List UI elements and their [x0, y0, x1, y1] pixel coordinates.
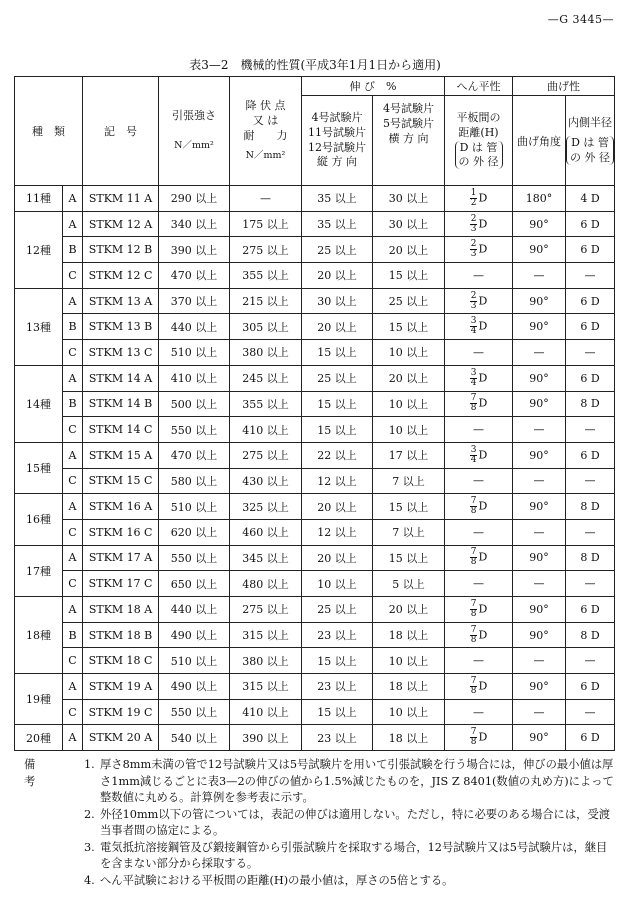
symbol-cell: STKM 15 C	[83, 468, 159, 494]
table-row	[15, 468, 615, 494]
inner-radius-cell: —	[566, 417, 615, 443]
inner-radius-cell: —	[566, 519, 615, 545]
tensile-cell: 440 以上	[159, 314, 230, 340]
inner-radius-cell: 6 D	[566, 237, 615, 263]
symbol-cell: STKM 13 B	[83, 314, 159, 340]
tensile-cell: 510 以上	[159, 340, 230, 366]
inner-radius-cell: —	[566, 648, 615, 674]
remark-number: 2.	[84, 807, 95, 821]
yield-cell: 305 以上	[230, 314, 302, 340]
flattening-cell: —	[445, 263, 513, 289]
grade-cell: A	[63, 494, 83, 520]
elongation-long-cell: 20 以上	[302, 314, 373, 340]
bend-angle-cell: 90°	[513, 545, 566, 571]
yield-cell: 460 以上	[230, 519, 302, 545]
elongation-long-cell: 25 以上	[302, 597, 373, 623]
remarks-list	[24, 757, 614, 889]
remark-number: 4.	[84, 873, 95, 887]
grade-cell: C	[63, 648, 83, 674]
flattening-cell: $\frac{7}{8}$ D	[445, 674, 513, 700]
header-symbol: 記 号	[83, 77, 159, 186]
elongation-trans-cell: 30 以上	[373, 186, 445, 212]
remark-text: 電気抵抗溶接鋼管及び鍛接鋼管から引張試験片を採取する場合，12号試験片又は5号試験片は，継目を含まない部分から採取する。	[100, 840, 608, 870]
symbol-cell: STKM 12 C	[83, 263, 159, 289]
kind-cell: 15種	[15, 442, 63, 493]
bend-angle-cell: 90°	[513, 211, 566, 237]
elongation-long-cell: 15 以上	[302, 417, 373, 443]
fraction: $\frac{3}{4}$	[470, 316, 477, 337]
page-number: —G 3445—	[547, 13, 614, 26]
flattening-cell: $\frac{3}{4}$ D	[445, 314, 513, 340]
elongation-trans-cell: 7 以上	[373, 468, 445, 494]
header-elongation-transverse: 4号試験片 5号試験片 横 方 向	[373, 96, 445, 186]
symbol-cell: STKM 18 C	[83, 648, 159, 674]
remark-number: 3.	[84, 840, 95, 854]
yield-cell: 315 以上	[230, 674, 302, 700]
symbol-cell: STKM 18 A	[83, 597, 159, 623]
bend-angle-cell: —	[513, 519, 566, 545]
header-bend-angle: 曲げ角度	[513, 96, 566, 186]
kind-cell: 12種	[15, 211, 63, 288]
flattening-cell: $\frac{2}{3}$ D	[445, 237, 513, 263]
table-row	[15, 597, 615, 623]
symbol-cell: STKM 14 B	[83, 391, 159, 417]
elongation-trans-cell: 20 以上	[373, 365, 445, 391]
elongation-trans-cell: 17 以上	[373, 442, 445, 468]
inner-radius-cell: 6 D	[566, 442, 615, 468]
kind-cell: 19種	[15, 674, 63, 725]
elongation-long-cell: 23 以上	[302, 725, 373, 751]
symbol-cell: STKM 19 C	[83, 699, 159, 725]
inner-radius-cell: —	[566, 340, 615, 366]
grade-cell: C	[63, 468, 83, 494]
grade-cell: A	[63, 211, 83, 237]
elongation-trans-cell: 18 以上	[373, 622, 445, 648]
inner-radius-cell: 8 D	[566, 545, 615, 571]
grade-cell: B	[63, 622, 83, 648]
symbol-cell: STKM 14 A	[83, 365, 159, 391]
grade-cell: A	[63, 442, 83, 468]
flattening-cell: $\frac{2}{3}$ D	[445, 288, 513, 314]
outer-diameter-note: D は 管 の 外 径	[455, 141, 503, 170]
yield-cell: 325 以上	[230, 494, 302, 520]
kind-cell: 13種	[15, 288, 63, 365]
bend-angle-cell: 90°	[513, 288, 566, 314]
header-kind: 種 類	[15, 77, 83, 186]
kind-cell: 18種	[15, 597, 63, 674]
flattening-cell: —	[445, 699, 513, 725]
elongation-long-cell: 23 以上	[302, 622, 373, 648]
bend-angle-cell: 180°	[513, 186, 566, 212]
symbol-cell: STKM 18 B	[83, 622, 159, 648]
yield-cell: 275 以上	[230, 237, 302, 263]
elongation-long-cell: 30 以上	[302, 288, 373, 314]
elongation-long-cell: 15 以上	[302, 648, 373, 674]
symbol-cell: STKM 11 A	[83, 186, 159, 212]
remark-item	[84, 840, 614, 873]
kind-cell: 17種	[15, 545, 63, 596]
kind-cell: 14種	[15, 365, 63, 442]
yield-cell: 175 以上	[230, 211, 302, 237]
table-row	[15, 340, 615, 366]
fraction: $\frac{2}{3}$	[470, 239, 477, 260]
tensile-cell: 550 以上	[159, 417, 230, 443]
inner-radius-cell: —	[566, 263, 615, 289]
header-flattening: へん平性	[445, 77, 513, 96]
table-row	[15, 237, 615, 263]
yield-cell: 245 以上	[230, 365, 302, 391]
grade-cell: A	[63, 674, 83, 700]
yield-cell: 430 以上	[230, 468, 302, 494]
inner-radius-cell: 6 D	[566, 365, 615, 391]
yield-cell: 410 以上	[230, 417, 302, 443]
fraction: $\frac{2}{3}$	[470, 213, 477, 234]
flattening-cell: $\frac{3}{4}$ D	[445, 442, 513, 468]
table-row	[15, 442, 615, 468]
elongation-long-cell: 15 以上	[302, 340, 373, 366]
fraction: $\frac{3}{4}$	[470, 367, 477, 388]
elongation-trans-cell: 20 以上	[373, 597, 445, 623]
fraction: $\frac{2}{3}$	[470, 290, 477, 311]
grade-cell: A	[63, 186, 83, 212]
remarks-label: 備 考	[24, 758, 44, 788]
bend-angle-cell: 90°	[513, 314, 566, 340]
symbol-cell: STKM 13 A	[83, 288, 159, 314]
tensile-cell: 290 以上	[159, 186, 230, 212]
grade-cell: B	[63, 314, 83, 340]
inner-radius-cell: 8 D	[566, 622, 615, 648]
flattening-cell: $\frac{3}{4}$ D	[445, 365, 513, 391]
tensile-cell: 500 以上	[159, 391, 230, 417]
header-yield: 降 伏 点 又 は 耐 力 N／mm²	[230, 77, 302, 186]
symbol-cell: STKM 16 A	[83, 494, 159, 520]
yield-cell: —	[230, 186, 302, 212]
inner-radius-cell: 6 D	[566, 674, 615, 700]
yield-cell: 480 以上	[230, 571, 302, 597]
bend-angle-cell: —	[513, 263, 566, 289]
elongation-trans-cell: 10 以上	[373, 417, 445, 443]
fraction: $\frac{7}{8}$	[470, 727, 477, 748]
elongation-trans-cell: 25 以上	[373, 288, 445, 314]
tensile-cell: 490 以上	[159, 674, 230, 700]
bend-angle-cell: 90°	[513, 494, 566, 520]
tensile-cell: 470 以上	[159, 263, 230, 289]
tensile-cell: 620 以上	[159, 519, 230, 545]
elongation-trans-cell: 7 以上	[373, 519, 445, 545]
flattening-cell: —	[445, 648, 513, 674]
inner-radius-cell: 6 D	[566, 597, 615, 623]
inner-radius-cell: 6 D	[566, 211, 615, 237]
symbol-cell: STKM 19 A	[83, 674, 159, 700]
bend-angle-cell: —	[513, 468, 566, 494]
flattening-cell: —	[445, 468, 513, 494]
bend-angle-cell: —	[513, 571, 566, 597]
elongation-long-cell: 20 以上	[302, 263, 373, 289]
yield-cell: 380 以上	[230, 340, 302, 366]
tensile-cell: 470 以上	[159, 442, 230, 468]
elongation-trans-cell: 10 以上	[373, 699, 445, 725]
tensile-cell: 540 以上	[159, 725, 230, 751]
yield-cell: 315 以上	[230, 622, 302, 648]
inner-radius-cell: 4 D	[566, 186, 615, 212]
table-row	[15, 263, 615, 289]
inner-radius-cell: 8 D	[566, 391, 615, 417]
tensile-cell: 340 以上	[159, 211, 230, 237]
grade-cell: A	[63, 597, 83, 623]
tensile-cell: 370 以上	[159, 288, 230, 314]
flattening-cell: —	[445, 571, 513, 597]
flattening-cell: $\frac{7}{8}$ D	[445, 622, 513, 648]
table-row	[15, 519, 615, 545]
inner-radius-cell: —	[566, 571, 615, 597]
yield-cell: 345 以上	[230, 545, 302, 571]
flattening-cell: $\frac{7}{8}$ D	[445, 494, 513, 520]
elongation-trans-cell: 18 以上	[373, 674, 445, 700]
elongation-long-cell: 15 以上	[302, 699, 373, 725]
bend-angle-cell: 90°	[513, 725, 566, 751]
tensile-cell: 440 以上	[159, 597, 230, 623]
elongation-long-cell: 10 以上	[302, 571, 373, 597]
yield-cell: 215 以上	[230, 288, 302, 314]
tensile-cell: 650 以上	[159, 571, 230, 597]
grade-cell: A	[63, 365, 83, 391]
yield-cell: 410 以上	[230, 699, 302, 725]
grade-cell: C	[63, 699, 83, 725]
symbol-cell: STKM 15 A	[83, 442, 159, 468]
flattening-cell: $\frac{7}{8}$ D	[445, 725, 513, 751]
kind-cell: 20種	[15, 725, 63, 751]
flattening-cell: $\frac{7}{8}$ D	[445, 391, 513, 417]
fraction: $\frac{7}{8}$	[470, 675, 477, 696]
tensile-cell: 550 以上	[159, 545, 230, 571]
flattening-cell: —	[445, 340, 513, 366]
elongation-long-cell: 12 以上	[302, 468, 373, 494]
tensile-cell: 510 以上	[159, 648, 230, 674]
symbol-cell: STKM 14 C	[83, 417, 159, 443]
remark-text: 外径10mm以下の管については，表記の伸びは適用しない。ただし，特に必要のある場合には，受渡当事者間の協定による。	[100, 807, 611, 837]
elongation-long-cell: 20 以上	[302, 545, 373, 571]
flattening-cell: $\frac{1}{2}$ D	[445, 186, 513, 212]
mechanical-properties-table	[14, 76, 615, 751]
table-row	[15, 288, 615, 314]
elongation-trans-cell: 10 以上	[373, 391, 445, 417]
tensile-cell: 550 以上	[159, 699, 230, 725]
grade-cell: C	[63, 519, 83, 545]
inner-radius-cell: 6 D	[566, 288, 615, 314]
grade-cell: A	[63, 545, 83, 571]
tensile-cell: 490 以上	[159, 622, 230, 648]
remark-text: 厚さ8mm未満の管で12号試験片又は5号試験片を用いて引張試験を行う場合には，伸びの最小値は厚さ1mm減じるごとに表3—2の伸びの値から1.5%減じたものを，JIS Z 8401(数値の丸め方)によって整数値に丸める。計算例を参考表に示す。	[100, 758, 614, 804]
yield-cell: 355 以上	[230, 263, 302, 289]
elongation-trans-cell: 15 以上	[373, 263, 445, 289]
kind-cell: 11種	[15, 186, 63, 212]
elongation-long-cell: 23 以上	[302, 674, 373, 700]
inner-radius-cell: —	[566, 699, 615, 725]
table-row	[15, 571, 615, 597]
remark-item	[84, 807, 614, 840]
elongation-long-cell: 25 以上	[302, 237, 373, 263]
grade-cell: C	[63, 263, 83, 289]
bend-angle-cell: —	[513, 340, 566, 366]
elongation-trans-cell: 30 以上	[373, 211, 445, 237]
header-inner-radius: 内側半径 D は 管 の 外 径	[566, 96, 615, 186]
yield-cell: 275 以上	[230, 597, 302, 623]
bend-angle-cell: 90°	[513, 597, 566, 623]
elongation-trans-cell: 20 以上	[373, 237, 445, 263]
bend-angle-cell: 90°	[513, 442, 566, 468]
remarks	[24, 757, 614, 889]
tensile-cell: 410 以上	[159, 365, 230, 391]
flattening-cell: $\frac{7}{8}$ D	[445, 545, 513, 571]
yield-cell: 380 以上	[230, 648, 302, 674]
outer-diameter-note: D は 管 の 外 径	[566, 136, 614, 165]
elongation-long-cell: 20 以上	[302, 494, 373, 520]
flattening-cell: $\frac{7}{8}$ D	[445, 597, 513, 623]
symbol-cell: STKM 20 A	[83, 725, 159, 751]
flattening-cell: —	[445, 519, 513, 545]
table-row	[15, 622, 615, 648]
inner-radius-cell: 8 D	[566, 494, 615, 520]
inner-radius-cell: 6 D	[566, 725, 615, 751]
symbol-cell: STKM 17 A	[83, 545, 159, 571]
tensile-cell: 510 以上	[159, 494, 230, 520]
bend-angle-cell: 90°	[513, 674, 566, 700]
table-row	[15, 545, 615, 571]
elongation-long-cell: 12 以上	[302, 519, 373, 545]
elongation-long-cell: 35 以上	[302, 211, 373, 237]
table-row	[15, 417, 615, 443]
grade-cell: C	[63, 417, 83, 443]
yield-cell: 275 以上	[230, 442, 302, 468]
fraction: $\frac{7}{8}$	[470, 496, 477, 517]
table-body	[15, 186, 615, 751]
table-row	[15, 211, 615, 237]
table-row	[15, 314, 615, 340]
header-elongation-longitudinal: 4号試験片 11号試験片 12号試験片 縦 方 向	[302, 96, 373, 186]
symbol-cell: STKM 16 C	[83, 519, 159, 545]
bend-angle-cell: —	[513, 648, 566, 674]
inner-radius-cell: —	[566, 468, 615, 494]
symbol-cell: STKM 13 C	[83, 340, 159, 366]
table-row	[15, 725, 615, 751]
fraction: $\frac{7}{8}$	[470, 624, 477, 645]
kind-cell: 16種	[15, 494, 63, 545]
elongation-trans-cell: 15 以上	[373, 314, 445, 340]
elongation-long-cell: 35 以上	[302, 186, 373, 212]
symbol-cell: STKM 12 B	[83, 237, 159, 263]
bend-angle-cell: 90°	[513, 365, 566, 391]
header-flattening-distance: 平板間の 距離(H) D は 管 の 外 径	[445, 96, 513, 186]
remark-number: 1.	[84, 758, 95, 771]
grade-cell: C	[63, 340, 83, 366]
header-bending: 曲げ性	[513, 77, 615, 96]
table-row	[15, 648, 615, 674]
grade-cell: B	[63, 391, 83, 417]
table-row	[15, 494, 615, 520]
tensile-cell: 390 以上	[159, 237, 230, 263]
elongation-trans-cell: 5 以上	[373, 571, 445, 597]
elongation-trans-cell: 15 以上	[373, 545, 445, 571]
table-row	[15, 186, 615, 212]
header-elongation: 伸 び %	[302, 77, 445, 96]
fraction: $\frac{3}{4}$	[470, 444, 477, 465]
elongation-long-cell: 22 以上	[302, 442, 373, 468]
remark-text: へん平試験における平板間の距離(H)の最小値は，厚さの5倍とする。	[100, 873, 454, 887]
elongation-long-cell: 25 以上	[302, 365, 373, 391]
bend-angle-cell: 90°	[513, 622, 566, 648]
bend-angle-cell: —	[513, 699, 566, 725]
tensile-cell: 580 以上	[159, 468, 230, 494]
grade-cell: C	[63, 571, 83, 597]
yield-cell: 355 以上	[230, 391, 302, 417]
flattening-cell: —	[445, 417, 513, 443]
remark-item	[84, 873, 614, 890]
bend-angle-cell: —	[513, 417, 566, 443]
table-row	[15, 699, 615, 725]
bend-angle-cell: 90°	[513, 237, 566, 263]
symbol-cell: STKM 17 C	[83, 571, 159, 597]
grade-cell: A	[63, 725, 83, 751]
remark-item	[84, 757, 614, 807]
inner-radius-cell: 6 D	[566, 314, 615, 340]
elongation-trans-cell: 15 以上	[373, 494, 445, 520]
elongation-long-cell: 15 以上	[302, 391, 373, 417]
elongation-trans-cell: 10 以上	[373, 648, 445, 674]
grade-cell: B	[63, 237, 83, 263]
yield-cell: 390 以上	[230, 725, 302, 751]
fraction: $\frac{7}{8}$	[470, 598, 477, 619]
table-row	[15, 674, 615, 700]
table-caption: 表3—2 機械的性質(平成3年1月1日から適用)	[189, 58, 441, 72]
table-row	[15, 365, 615, 391]
grade-cell: A	[63, 288, 83, 314]
elongation-trans-cell: 18 以上	[373, 725, 445, 751]
fraction: $\frac{7}{8}$	[470, 547, 477, 568]
fraction: $\frac{1}{2}$	[470, 187, 477, 208]
bend-angle-cell: 90°	[513, 391, 566, 417]
flattening-cell: $\frac{2}{3}$ D	[445, 211, 513, 237]
fraction: $\frac{7}{8}$	[470, 393, 477, 414]
table-row	[15, 391, 615, 417]
symbol-cell: STKM 12 A	[83, 211, 159, 237]
header-tensile: 引張強さ N／mm²	[159, 77, 230, 186]
elongation-trans-cell: 10 以上	[373, 340, 445, 366]
